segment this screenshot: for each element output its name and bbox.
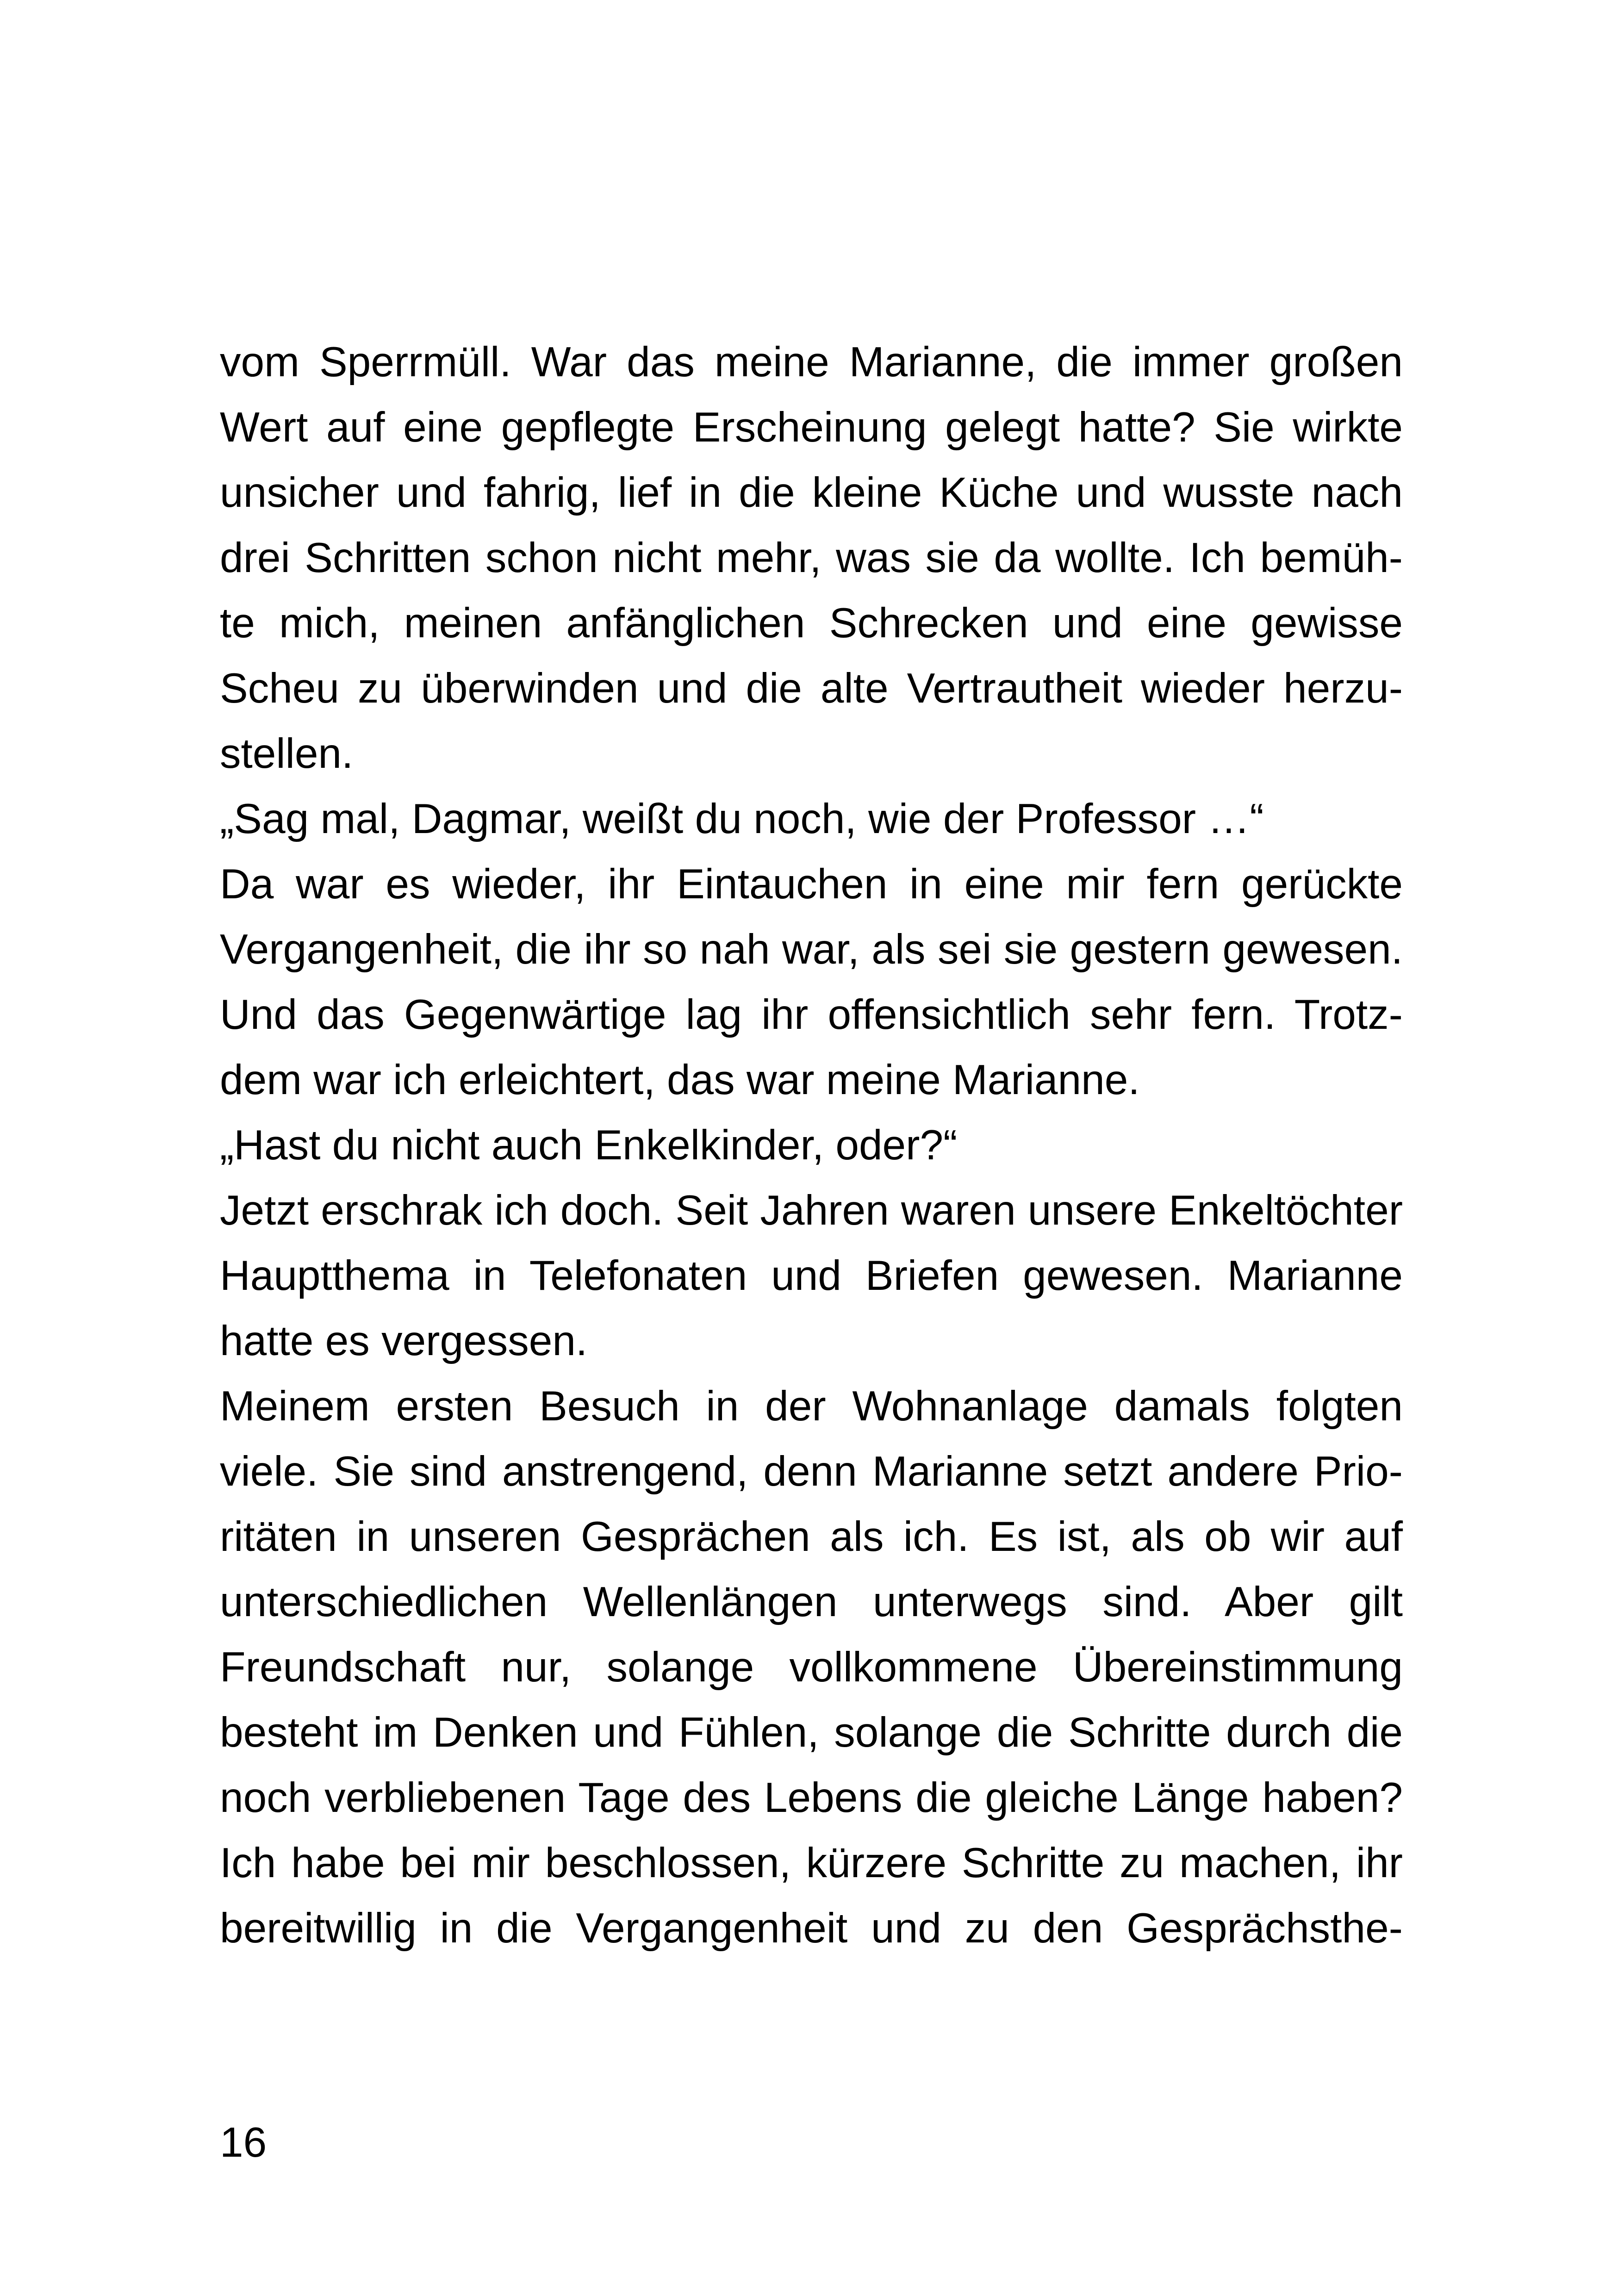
text-line: stellen.: [220, 730, 354, 777]
text-line: „Hast du nicht auch Enkelkinder, oder?“: [220, 1122, 958, 1169]
text-line: Ich habe bei mir beschlossen, kürzere Schritte zu machen, ihr: [220, 1840, 1403, 1886]
text-line: hatte es vergessen.: [220, 1318, 588, 1364]
text-line: ritäten in unseren Gesprächen als ich. Es ist, als ob wir auf: [220, 1513, 1403, 1560]
text-line: Da war es wieder, ihr Eintauchen in eine mir fern gerückte: [220, 861, 1403, 908]
text-line: vom Sperrmüll. War das meine Marianne, die immer großen: [220, 339, 1403, 386]
text-line: noch verbliebenen Tage des Lebens die gleiche Länge haben?: [220, 1774, 1403, 1821]
text-line: Freundschaft nur, solange vollkommene Übereinstimmung: [220, 1644, 1403, 1691]
page-number: 16: [220, 2119, 267, 2166]
text-line: bereitwillig in die Vergangenheit und zu den Gesprächsthe-: [220, 1905, 1403, 1952]
body-text: [220, 330, 1403, 1961]
text-line: drei Schritten schon nicht mehr, was sie da wollte. Ich bemüh-: [220, 535, 1403, 581]
text-line: Meinem ersten Besuch in der Wohnanlage damals folgten: [220, 1383, 1403, 1430]
text-line: „Sag mal, Dagmar, weißt du noch, wie der Professor …“: [220, 796, 1264, 842]
text-line: Wert auf eine gepflegte Erscheinung gelegt hatte? Sie wirkte: [220, 404, 1403, 451]
text-line: Scheu zu überwinden und die alte Vertrautheit wieder herzu-: [220, 665, 1403, 712]
text-line: Vergangenheit, die ihr so nah war, als sei sie gestern gewesen.: [220, 926, 1403, 973]
text-line: dem war ich erleichtert, das war meine Marianne.: [220, 1057, 1140, 1103]
text-line: viele. Sie sind anstrengend, denn Marianne setzt andere Prio-: [220, 1448, 1403, 1495]
text-line: te mich, meinen anfänglichen Schrecken und eine gewisse: [220, 600, 1403, 647]
text-line: Hauptthema in Telefonaten und Briefen gewesen. Marianne: [220, 1252, 1403, 1299]
text-line: unsicher und fahrig, lief in die kleine Küche und wusste nach: [220, 469, 1403, 516]
text-line: besteht im Denken und Fühlen, solange die Schritte durch die: [220, 1709, 1403, 1756]
text-line: unterschiedlichen Wellenlängen unterwegs sind. Aber gilt: [220, 1579, 1403, 1625]
text-line: Und das Gegenwärtige lag ihr offensichtlich sehr fern. Trotz-: [220, 991, 1403, 1038]
text-line: Jetzt erschrak ich doch. Seit Jahren waren unsere Enkeltöchter: [220, 1187, 1403, 1234]
